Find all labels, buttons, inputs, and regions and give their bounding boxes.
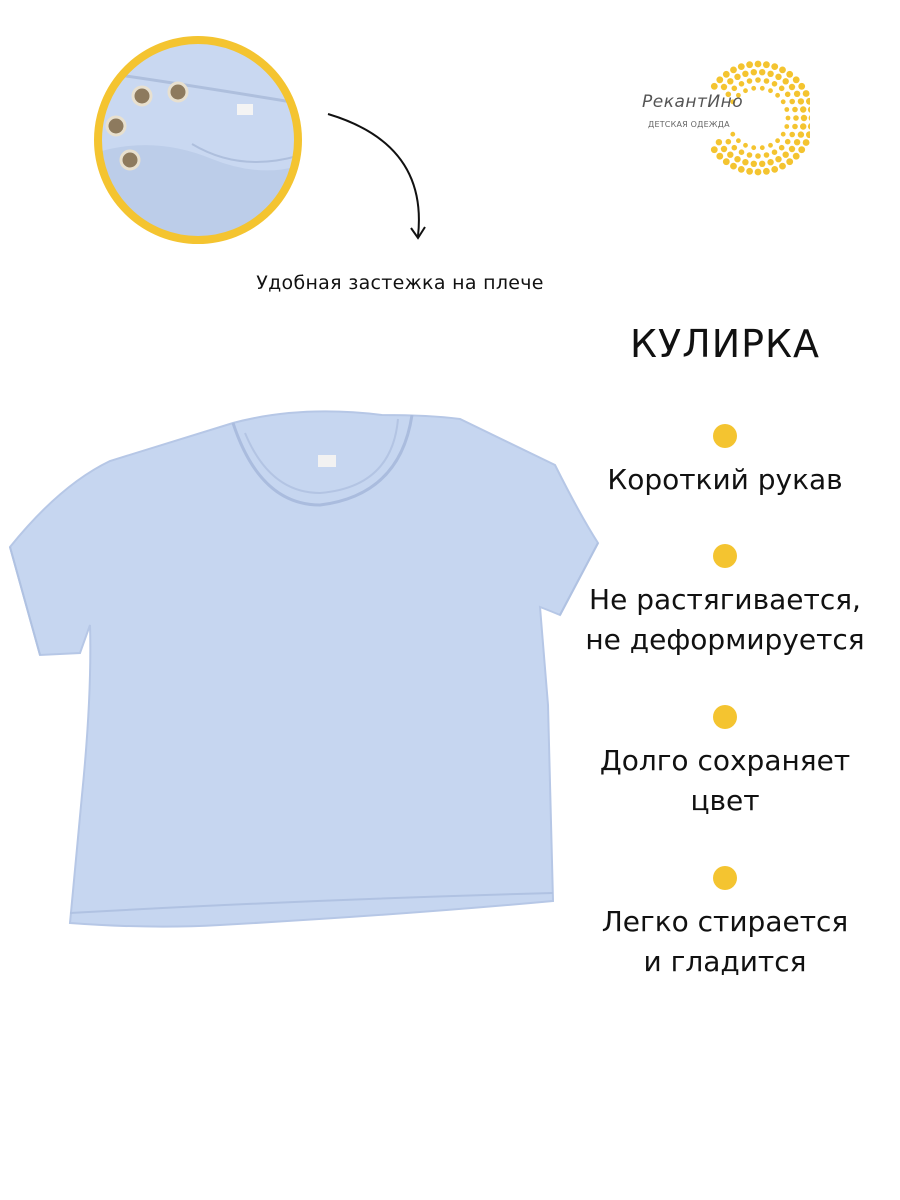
feature-item [565,544,885,660]
bullet-dot-icon [713,705,737,729]
arrow-icon [318,104,438,254]
feature-line: не деформируется [585,623,865,656]
logo-subtitle: ДЕТСКАЯ ОДЕЖДА [648,120,730,129]
feature-item [565,705,885,821]
feature-line: Долго сохраняет [599,744,851,777]
feature-item [565,424,885,500]
feature-line: Короткий рукав [607,463,843,496]
bullet-dot-icon [713,544,737,568]
logo-name: РекантИно [642,92,744,112]
feature-line: Не растягивается, [589,583,861,616]
closure-caption: Удобная застежка на плече [256,272,544,294]
logo-sun-icon [640,56,810,176]
feature-line: цвет [690,784,760,817]
bullet-dot-icon [713,866,737,890]
feature-line: и гладится [643,945,807,978]
shoulder-closeup-image [92,34,304,246]
feature-line: Легко стирается [601,905,849,938]
t-shirt-image [0,395,600,955]
product-title: КУЛИРКА [629,322,821,366]
feature-item [565,866,885,982]
bullet-dot-icon [713,424,737,448]
